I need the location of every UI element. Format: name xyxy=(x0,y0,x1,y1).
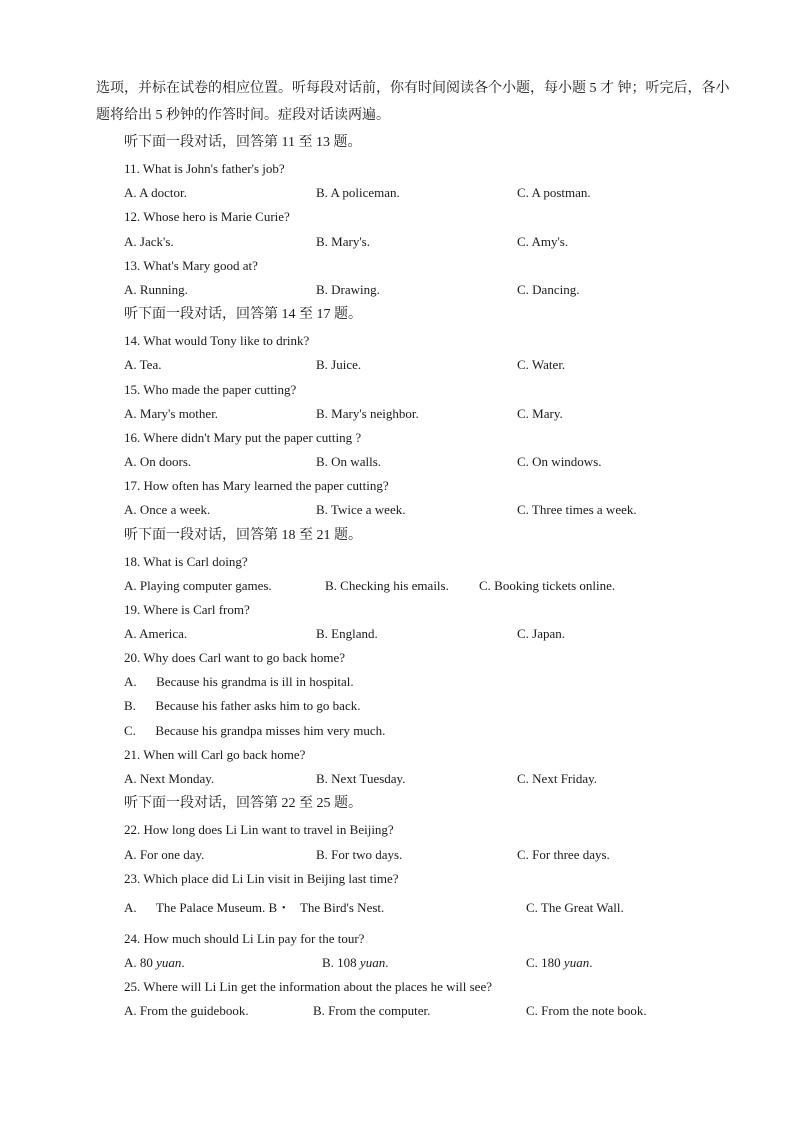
q24-c-dot: . xyxy=(589,955,593,970)
q13-option-a: A. Running. xyxy=(124,282,188,297)
section-heading-2: 听下面一段对话，回答第 14 至 17 题。 xyxy=(124,307,362,322)
q15-option-a: A. Mary's mother. xyxy=(124,406,219,421)
q22-option-a: A. For one day. xyxy=(124,847,205,862)
q24-b-dot: . xyxy=(385,955,389,970)
question-13: 13. What's Mary good at? xyxy=(124,258,258,273)
question-12: 12. Whose hero is Marie Curie? xyxy=(124,209,290,224)
q16-option-b: B. On walls. xyxy=(316,454,381,469)
q13-option-b: B. Drawing. xyxy=(316,282,380,297)
q14-option-a: A. Tea. xyxy=(124,357,162,372)
intro-line-1: 选项，并标在试卷的相应位置。听每段对话前，你有时间阅读各个小题，每小题 5 才 钟；听完后，各小 xyxy=(96,81,730,96)
q24-c-label: C. 180 xyxy=(526,955,564,970)
q22-option-b: B. For two days. xyxy=(316,847,403,862)
q11-option-c: C. A postman. xyxy=(517,185,591,200)
q24-option-b xyxy=(322,955,388,971)
question-15: 15. Who made the paper cutting? xyxy=(124,382,297,397)
section-heading-3: 听下面一段对话，回答第 18 至 21 题。 xyxy=(124,528,362,543)
q21-option-a: A. Next Monday. xyxy=(124,771,215,786)
q16-option-a: A. On doors. xyxy=(124,454,192,469)
question-11: 11. What is John's father's job? xyxy=(124,161,285,176)
q14-option-b: B. Juice. xyxy=(316,357,362,372)
question-22: 22. How long does Li Lin want to travel in Beijing? xyxy=(124,822,394,837)
section-heading-4: 听下面一段对话，回答第 22 至 25 题。 xyxy=(124,796,362,811)
q25-option-a: A. From the guidebook. xyxy=(124,1003,249,1018)
q12-option-b: B. Mary's. xyxy=(316,234,370,249)
q20-option-a: A. Because his grandma is ill in hospital. xyxy=(124,674,354,689)
q17-option-c: C. Three times a week. xyxy=(517,502,637,517)
q17-option-a: A. Once a week. xyxy=(124,502,211,517)
q24-a-unit: yuan xyxy=(156,955,182,970)
q12-option-a: A. Jack's. xyxy=(124,234,174,249)
q25-option-b: B. From the computer. xyxy=(313,1003,431,1018)
q23-option-c: C. The Great Wall. xyxy=(526,900,624,915)
q25-option-c: C. From the note book. xyxy=(526,1003,647,1018)
q20-option-b: B. Because his father asks him to go back. xyxy=(124,698,361,713)
q24-b-label: B. 108 xyxy=(322,955,360,970)
q19-option-c: C. Japan. xyxy=(517,626,566,641)
question-17: 17. How often has Mary learned the paper cutting? xyxy=(124,478,389,493)
section-heading-1: 听下面一段对话，回答第 11 至 13 题。 xyxy=(124,135,362,150)
q11-option-b: B. A policeman. xyxy=(316,185,400,200)
q22-option-c: C. For three days. xyxy=(517,847,610,862)
question-16: 16. Where didn't Mary put the paper cutting ? xyxy=(124,430,362,445)
q12-option-c: C. Amy's. xyxy=(517,234,569,249)
question-18: 18. What is Carl doing? xyxy=(124,554,248,569)
q19-option-a: A. America. xyxy=(124,626,188,641)
q23-options-a-b: A. The Palace Museum. B・ The Bird's Nest. xyxy=(124,900,385,915)
intro-line-2: 题将给出 5 秒钟的作答时间。症段对话读两遍。 xyxy=(96,108,390,123)
q19-option-b: B. England. xyxy=(316,626,378,641)
question-23: 23. Which place did Li Lin visit in Beijing last time? xyxy=(124,871,399,886)
q24-option-a xyxy=(124,955,185,971)
q17-option-b: B. Twice a week. xyxy=(316,502,406,517)
question-25: 25. Where will Li Lin get the information about the places he will see? xyxy=(124,979,492,994)
q18-option-a: A. Playing computer games. xyxy=(124,578,272,593)
q21-option-c: C. Next Friday. xyxy=(517,771,598,786)
q24-a-dot: . xyxy=(181,955,185,970)
q13-option-c: C. Dancing. xyxy=(517,282,580,297)
q20-option-c: C. Because his grandpa misses him very much. xyxy=(124,723,386,738)
q24-option-c xyxy=(526,955,592,971)
question-14: 14. What would Tony like to drink? xyxy=(124,333,310,348)
q24-c-unit: yuan xyxy=(563,955,590,970)
q15-option-c: C. Mary. xyxy=(517,406,563,421)
q14-option-c: C. Water. xyxy=(517,357,566,372)
q11-option-a: A. A doctor. xyxy=(124,185,187,200)
question-19: 19. Where is Carl from? xyxy=(124,602,250,617)
q16-option-c: C. On windows. xyxy=(517,454,602,469)
question-21: 21. When will Carl go back home? xyxy=(124,747,306,762)
q21-option-b: B. Next Tuesday. xyxy=(316,771,406,786)
q18-option-b: B. Checking his emails. xyxy=(325,578,449,593)
question-20: 20. Why does Carl want to go back home? xyxy=(124,650,346,665)
q15-option-b: B. Mary's neighbor. xyxy=(316,406,419,421)
q24-a-label: A. 80 xyxy=(124,955,157,970)
q24-b-unit: yuan xyxy=(359,955,386,970)
q18-option-c: C. Booking tickets online. xyxy=(479,578,616,593)
question-24: 24. How much should Li Lin pay for the tour? xyxy=(124,931,365,946)
